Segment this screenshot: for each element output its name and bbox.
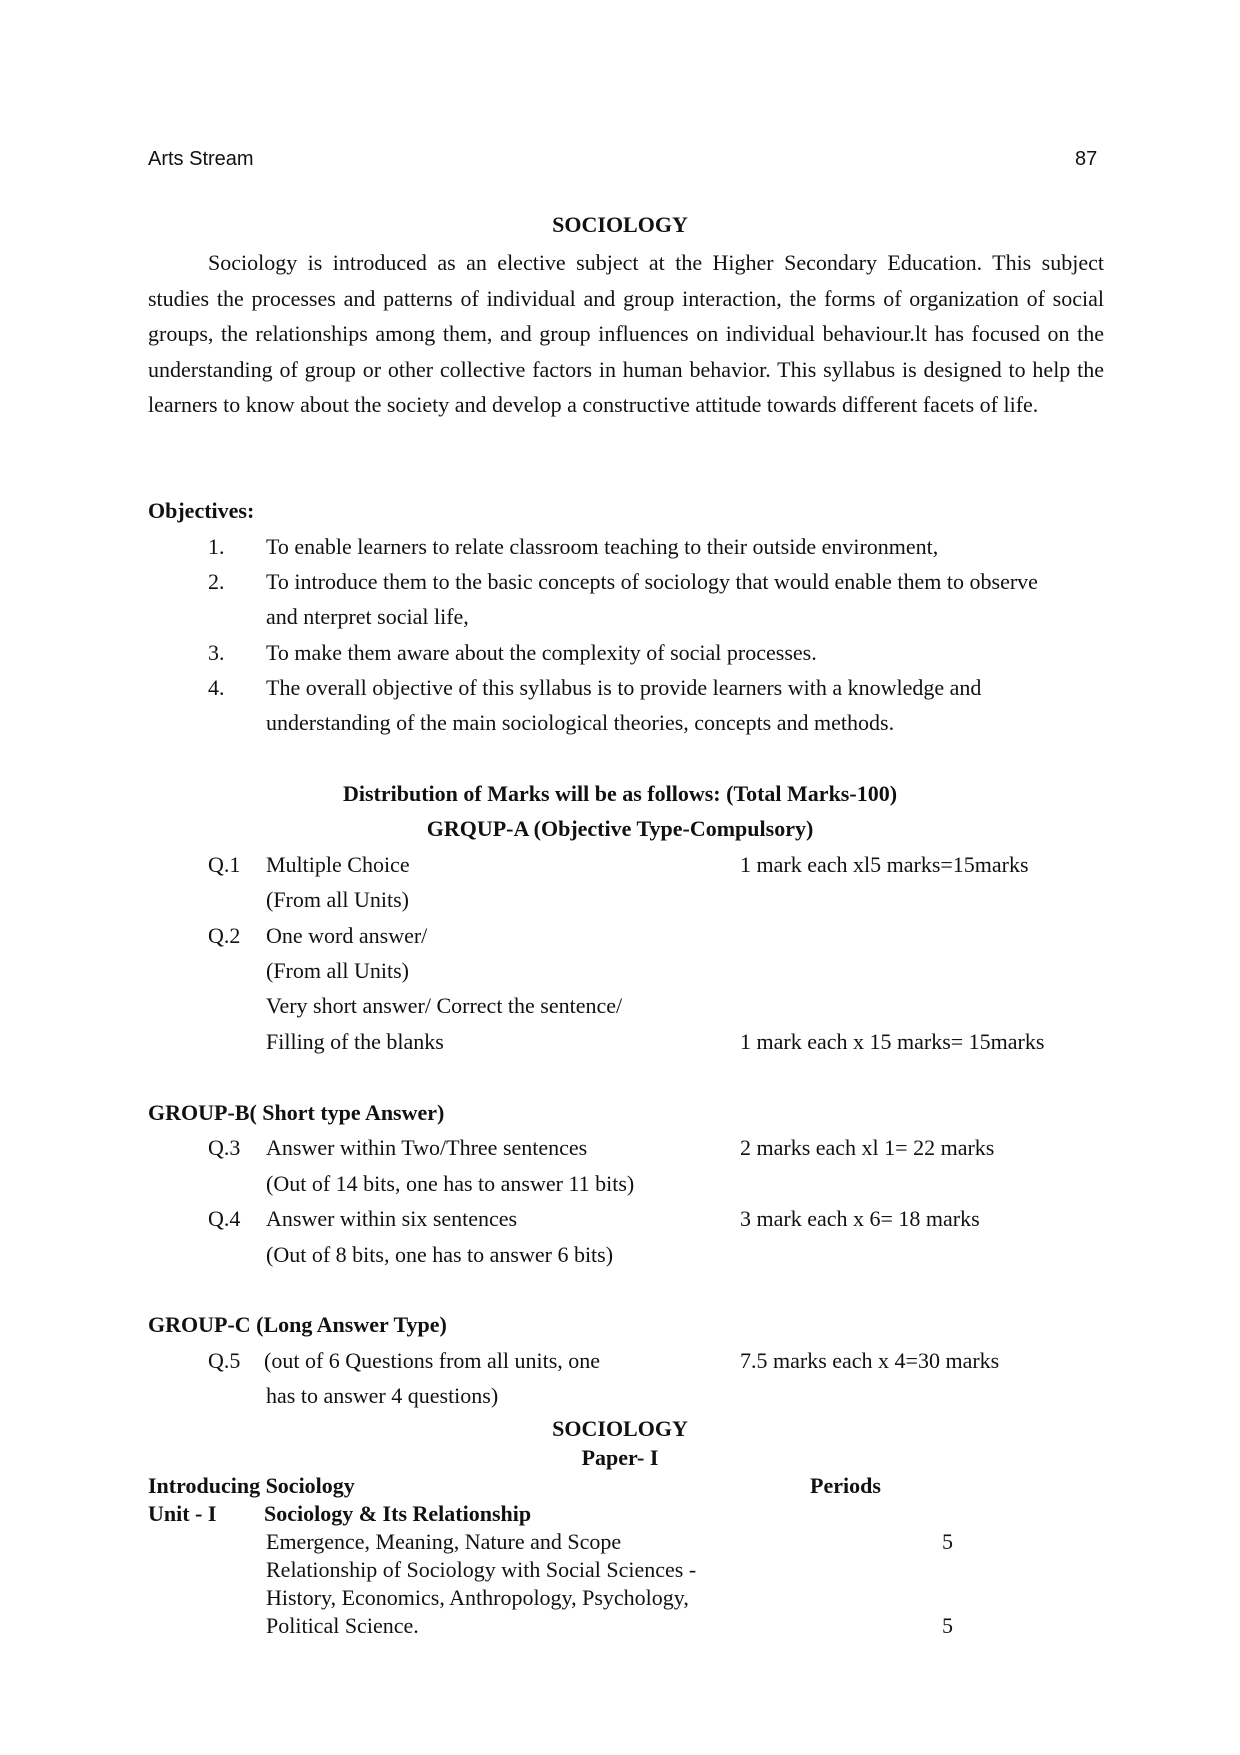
objective-line: and nterpret social life, <box>266 604 469 629</box>
unit-topic-line: Emergence, Meaning, Nature and Scope <box>266 1529 622 1554</box>
paper-subtitle: Paper- I <box>581 1445 659 1470</box>
question-line: (Out of 14 bits, one has to answer 11 bits) <box>266 1171 635 1196</box>
intro-paragraph <box>148 245 1104 423</box>
question-marks: 3 mark each x 6= 18 marks <box>740 1206 980 1231</box>
question-number: Q.1 <box>208 852 241 877</box>
question-number: Q.3 <box>208 1135 241 1160</box>
page-title: SOCIOLOGY <box>552 212 688 237</box>
question-line: (From all Units) <box>266 887 409 912</box>
intro-text: Sociology is introduced as an elective subject at the Higher Secondary Education. This subject studies the processes and patterns of individual and group interaction, the forms of organization of social groups, the relationships among them, and group influences on individual behaviour.lt has focused on the understanding of group or other collective factors in human behavior. This syllabus is designed to help the learners to know about the society and develop a constructive attitude towards different facets of life. <box>148 250 1104 417</box>
question-line: (From all Units) <box>266 958 409 983</box>
group-a-heading: GRQUP-A (Objective Type-Compulsory) <box>426 816 814 841</box>
objectives-heading: Objectives: <box>148 498 255 523</box>
group-c-heading: GROUP-C (Long Answer Type) <box>148 1312 447 1337</box>
distribution-heading: Distribution of Marks will be as follows: (Total Marks-100) <box>342 781 898 806</box>
question-number: Q.5 <box>208 1348 241 1373</box>
objective-line: understanding of the main sociological theories, concepts and methods. <box>266 710 895 735</box>
question-marks: 1 mark each x 15 marks= 15marks <box>740 1029 1045 1054</box>
running-header: Arts Stream <box>148 148 254 170</box>
group-b-heading: GROUP-B( Short type Answer) <box>148 1100 445 1125</box>
question-line: Answer within six sentences <box>266 1206 518 1231</box>
paper-title: SOCIOLOGY <box>552 1416 688 1441</box>
unit-label: Unit - I <box>148 1501 217 1526</box>
question-line: (Out of 8 bits, one has to answer 6 bits) <box>266 1242 614 1267</box>
question-marks: 2 marks each xl 1= 22 marks <box>740 1135 995 1160</box>
period-count: 5 <box>942 1613 953 1638</box>
objective-number: 3. <box>208 640 225 665</box>
objective-number: 4. <box>208 675 225 700</box>
unit-topic-line: Relationship of Sociology with Social Sciences - <box>266 1557 697 1582</box>
objective-line: To introduce them to the basic concepts of sociology that would enable them to observe <box>266 569 1038 594</box>
question-line: Answer within Two/Three sentences <box>266 1135 588 1160</box>
question-line: (out of 6 Questions from all units, one <box>264 1348 601 1373</box>
question-marks: 1 mark each xl5 marks=15marks <box>740 852 1029 877</box>
question-line: Very short answer/ Correct the sentence/ <box>266 993 623 1018</box>
unit-topic-line: Political Science. <box>266 1613 419 1638</box>
question-number: Q.4 <box>208 1206 241 1231</box>
question-line: Multiple Choice <box>266 852 410 877</box>
page-number: 87 <box>1075 148 1098 170</box>
unit-topic-line: History, Economics, Anthropology, Psychology, <box>266 1585 689 1610</box>
section-heading: Introducing Sociology <box>148 1473 355 1498</box>
question-line: Filling of the blanks <box>266 1029 444 1054</box>
unit-title: Sociology & Its Relationship <box>264 1501 532 1526</box>
objective-number: 1. <box>208 534 225 559</box>
periods-heading: Periods <box>810 1473 881 1498</box>
objective-line: To enable learners to relate classroom teaching to their outside environment, <box>266 534 939 559</box>
objective-number: 2. <box>208 569 225 594</box>
objective-line: The overall objective of this syllabus is to provide learners with a knowledge and <box>266 675 982 700</box>
objective-line: To make them aware about the complexity of social processes. <box>266 640 817 665</box>
question-line: One word answer/ <box>266 923 428 948</box>
period-count: 5 <box>942 1529 953 1554</box>
question-number: Q.2 <box>208 923 241 948</box>
question-marks: 7.5 marks each x 4=30 marks <box>740 1348 1000 1373</box>
question-line: has to answer 4 questions) <box>266 1383 499 1408</box>
